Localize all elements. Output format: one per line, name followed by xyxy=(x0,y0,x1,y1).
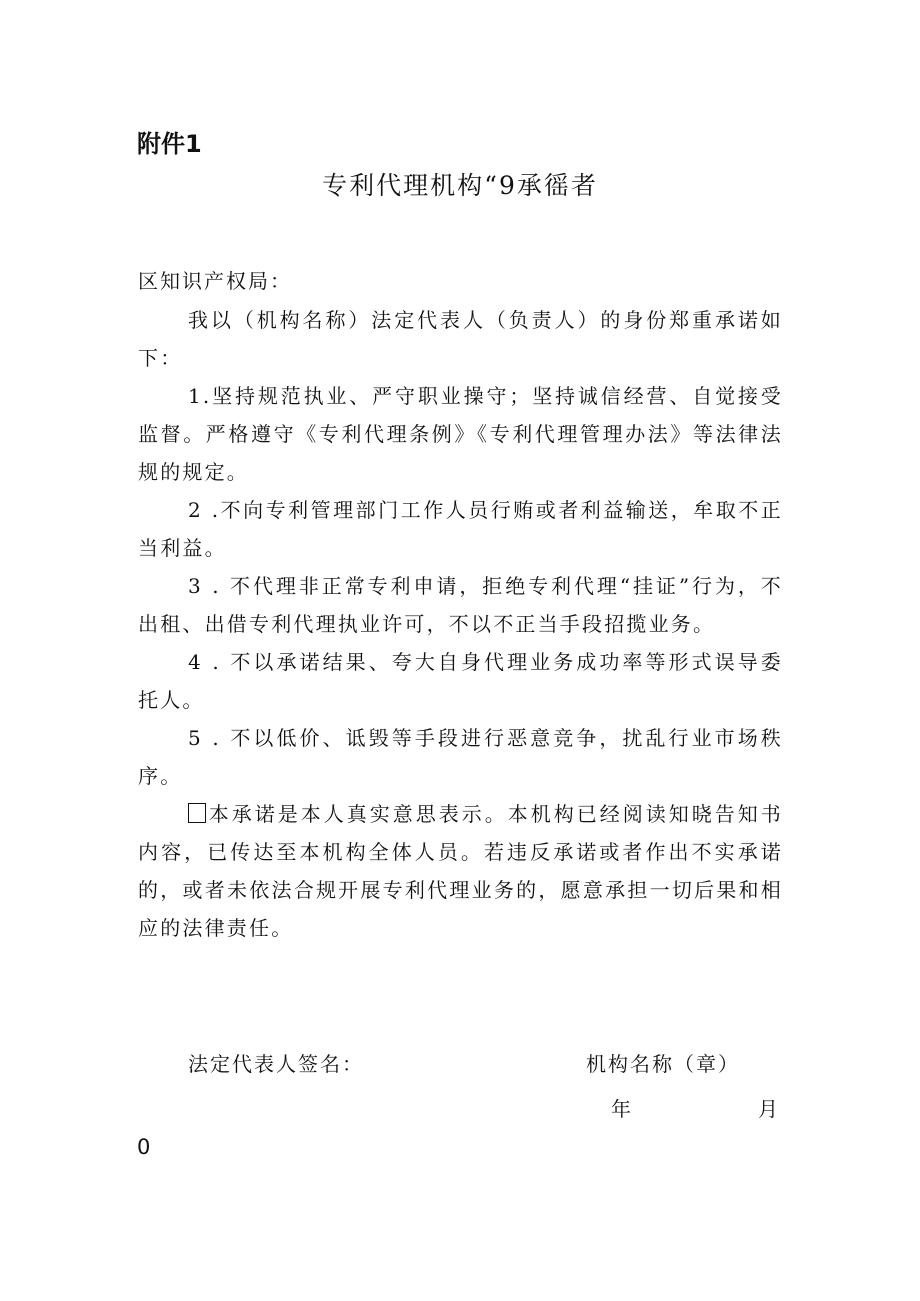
commitment-body xyxy=(138,301,783,947)
document-title: 专利代理机构“9承徭者 xyxy=(322,171,598,200)
paragraph-item-2: 2 .不向专利管理部门工作人员行贿或者利益输送，牟取不正当利益。 xyxy=(138,498,783,560)
paragraph-final xyxy=(138,795,783,947)
salutation: 区知识产权局： xyxy=(138,269,292,293)
signature-label: 法定代表人签名： xyxy=(188,1052,364,1076)
org-seal-label: 机构名称（章） xyxy=(586,1052,740,1076)
paragraph-item-1: 1.坚持规范执业、严守职业操守；坚持诚信经营、自觉接受监督。严格遵守《专利代理条例》《专利代理管理办法》等法律法规的规定。 xyxy=(138,384,783,484)
paragraph-item-3: 3 . 不代理非正常专利申请，拒绝专利代理“挂证”行为，不出租、出借专利代理执业许可，不以不正当手段招揽业务。 xyxy=(138,574,783,636)
paragraph-item-5: 5 . 不以低价、诋毁等手段进行恶意竞争，扰乱行业市场秩序。 xyxy=(138,726,783,788)
final-paragraph-text: 本承诺是本人真实意思表示。本机构已经阅读知晓告知书内容，已传达至本机构全体人员。若违反承诺或者作出不实承诺的，或者未依法合规开展专利代理业务的，愿意承担一切后果和相应的法律责任。 xyxy=(138,802,783,940)
paragraph-item-4: 4 . 不以承诺结果、夸大自身代理业务成功率等形式误导委托人。 xyxy=(138,650,783,712)
attachment-label: 附件1 xyxy=(137,130,202,158)
date-year-label: 年 xyxy=(611,1097,631,1121)
date-month-label: 月 xyxy=(758,1097,778,1121)
page-number: 0 xyxy=(137,1135,151,1159)
paragraph-intro: 我以（机构名称）法定代表人（负责人）的身份郑重承诺如下： xyxy=(138,308,783,370)
checkbox-square[interactable] xyxy=(188,803,206,823)
